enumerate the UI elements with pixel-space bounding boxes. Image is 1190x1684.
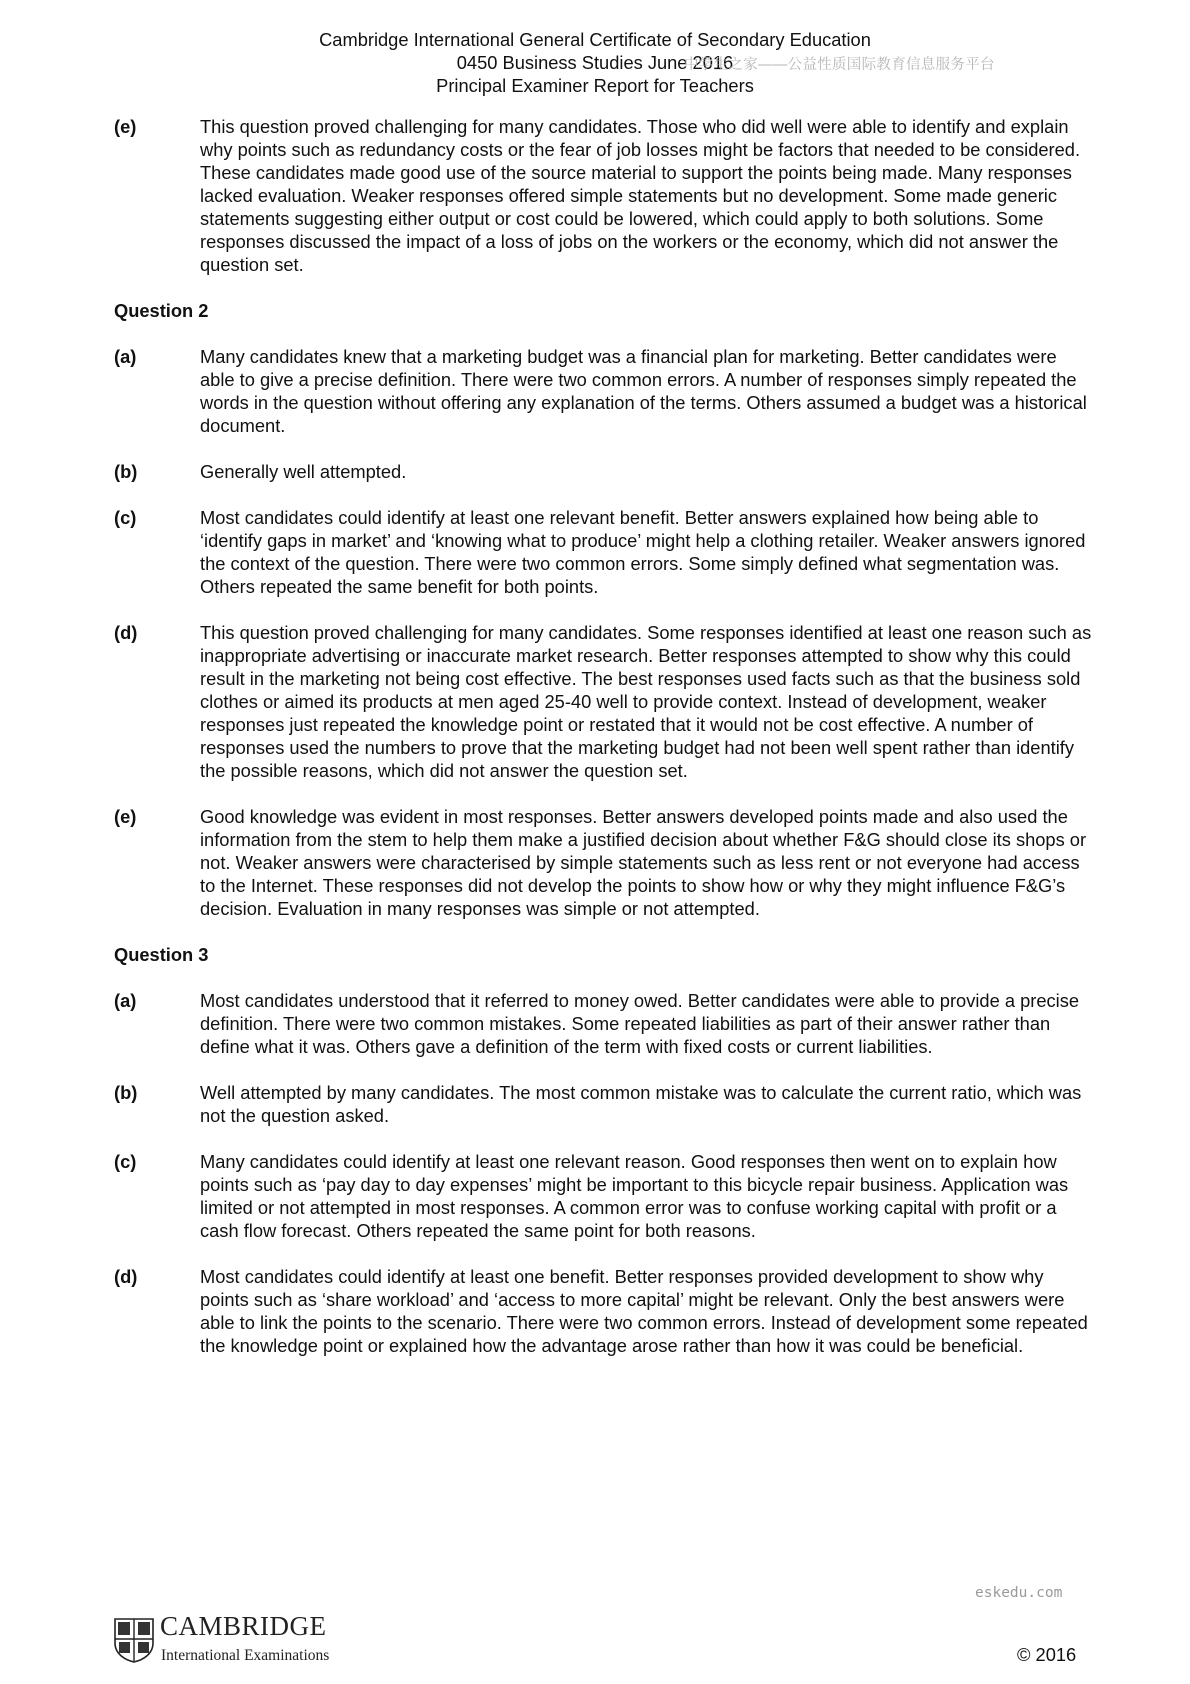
item-label: (d) [114,1266,138,1287]
item-label: (e) [114,806,137,827]
item-text: Many candidates knew that a marketing budget was a financial plan for marketing. Better candidates were able to give a precise definition. There were two common errors. A number of responses simply repeated the words in the question without offering any explanation of the terms. Others assumed a budget was a historical document. [200,346,1087,436]
copyright: © 2016 [1017,1644,1077,1665]
q3-item-a [114,989,1094,1058]
footer-watermark: eskedu.com [975,1585,1063,1601]
item-text: Well attempted by many candidates. The most common mistake was to calculate the current ratio, which was not the question asked. [200,1082,1082,1126]
item-text: This question proved challenging for many candidates. Some responses identified at least one reason such as inappropriate advertising or inaccurate market research. Better responses attempted to show why this could result in the marketing not being cost effective. The best responses used facts such as that the business sold clothes or aimed its products at men aged 25-40 well to provide context. Instead of development, weaker responses just repeated the knowledge point or restated that it would not be cost effective. A number of responses used the numbers to prove that the marketing budget had not been well spent rather than identify the possible reasons, which did not answer the question set. [200,622,1092,781]
logo-subtitle: International Examinations [161,1647,330,1664]
question-3-heading: Question 3 [114,944,209,965]
q3-item-d [114,1265,1094,1357]
item-label: (a) [114,990,137,1011]
item-label: (c) [114,1151,137,1172]
q2-item-c [114,506,1094,598]
cambridge-shield-icon [113,1617,155,1663]
item-text: Most candidates could identify at least one relevant benefit. Better answers explained how being able to ‘identify gaps in market’ and ‘knowing what to produce’ might help a clothing retailer. Weaker answers ignored the context of the question. There were two common errors. Some simply defined what segmentation was. Others repeated the same benefit for both points. [200,507,1086,597]
item-label: (a) [114,346,137,367]
q2-item-e [114,805,1094,920]
item-label: (c) [114,507,137,528]
header-line-1: Cambridge International General Certificate of Secondary Education [319,29,871,50]
item-text: Generally well attempted. [200,461,407,482]
header-line-2: 0450 Business Studies June 2016 [456,52,734,73]
item-label: (b) [114,461,138,482]
question-2-heading: Question 2 [114,300,209,321]
q1-item-e [114,115,1094,276]
item-label: (d) [114,622,138,643]
q3-item-b [114,1081,1094,1127]
item-label: (e) [114,116,137,137]
item-text: Most candidates could identify at least one benefit. Better responses provided development to show why points such as ‘share workload’ and ‘access to more capital’ might be relevant. Only the best answers were able to link the points to the scenario. There were two common errors. Instead of development some repeated the knowledge point or explained how the advantage arose rather than how it was could be beneficial. [200,1266,1088,1356]
item-label: (b) [114,1082,138,1103]
q2-item-d [114,621,1094,782]
cambridge-logo [113,1611,353,1665]
header-watermark: 中学生之家——公益性质国际教育信息服务平台 [684,57,995,73]
q2-item-a [114,345,1094,437]
item-text: This question proved challenging for many candidates. Those who did well were able to identify and explain why points such as redundancy costs or the fear of job losses might be factors that needed to be considered. These candidates made good use of the source material to support the points being made. Many responses lacked evaluation. Weaker responses offered simple statements but no development. Some made generic statements suggesting either output or cost could be lowered, which could apply to both solutions. Some responses discussed the impact of a loss of jobs on the workers or the economy, which did not answer the question set. [200,116,1081,275]
item-text: Most candidates understood that it referred to money owed. Better candidates were able to provide a precise definition. There were two common mistakes. Some repeated liabilities as part of their answer rather than define what it was. Others gave a definition of the term with fixed costs or current liabilities. [200,990,1080,1057]
q3-item-c [114,1150,1094,1242]
item-text: Many candidates could identify at least one relevant reason. Good responses then went on to explain how points such as ‘pay day to day expenses’ might be important to this bicycle repair business. Application was limited or not attempted in most responses. A common error was to confuse working capital with profit or a cash flow forecast. Others repeated the same point for both reasons. [200,1151,1069,1241]
logo-name: CAMBRIDGE [160,1611,327,1641]
item-text: Good knowledge was evident in most responses. Better answers developed points made and also used the information from the stem to help them make a justified decision about whether F&G should close its shops or not. Weaker answers were characterised by simple statements such as less rent or not everyone had access to the Internet. These responses did not develop the points to show how or why they might influence F&G’s decision. Evaluation in many responses was simple or not attempted. [200,806,1087,919]
report-body [114,115,1094,1380]
header-line-3: Principal Examiner Report for Teachers [436,75,754,96]
q2-item-b [114,460,1094,483]
page-header [0,28,1190,97]
